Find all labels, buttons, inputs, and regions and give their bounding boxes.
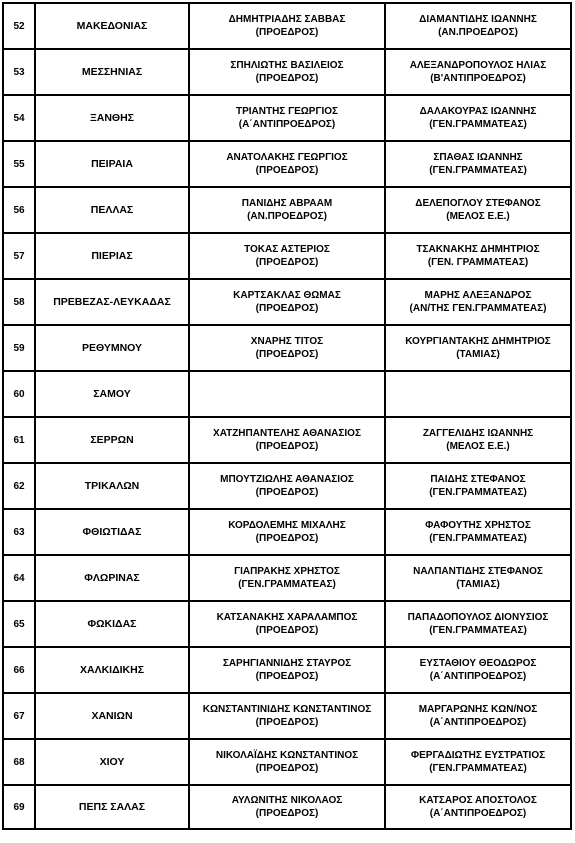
officer-role: (ΠΡΟΕΔΡΟΣ)	[255, 625, 319, 636]
officer-cell	[385, 233, 571, 279]
officer-role: (ΠΡΟΕΔΡΟΣ)	[255, 441, 319, 452]
officer-role: (Α΄ΑΝΤΙΠΡΟΕΔΡΟΣ)	[429, 671, 527, 682]
officer-name: ΚΟΡΔΟΛΕΜΗΣ ΜΙΧΑΛΗΣ	[228, 520, 346, 531]
officer-cell	[189, 233, 385, 279]
officer-name: ΤΟΚΑΣ ΑΣΤΕΡΙΟΣ	[244, 244, 330, 255]
officer-cell	[385, 693, 571, 739]
officer-name: ΔΑΛΑΚΟΥΡΑΣ ΙΩΑΝΝΗΣ	[419, 106, 537, 117]
officer-role: (ΑΝ.ΠΡΟΕΔΡΟΣ)	[247, 211, 327, 222]
officer-name: ΝΑΛΠΑΝΤΙΔΗΣ ΣΤΕΦΑΝΟΣ	[413, 566, 543, 577]
table-row	[3, 647, 571, 693]
officer-name: ΠΑΝΙΔΗΣ ΑΒΡΑΑΜ	[241, 198, 333, 209]
row-number-cell: 64	[3, 555, 35, 601]
row-number-cell: 68	[3, 739, 35, 785]
officer-role: (Α΄ΑΝΤΙΠΡΟΕΔΡΟΣ)	[429, 717, 527, 728]
row-number-cell: 62	[3, 463, 35, 509]
row-number-cell: 56	[3, 187, 35, 233]
officer-name: ΔΗΜΗΤΡΙΑΔΗΣ ΣΑΒΒΑΣ	[228, 14, 346, 25]
region-cell: ΜΑΚΕΔΟΝΙΑΣ	[35, 3, 189, 49]
officer-cell	[385, 325, 571, 371]
region-cell: ΠΙΕΡΙΑΣ	[35, 233, 189, 279]
officer-role: (ΠΡΟΕΔΡΟΣ)	[255, 533, 319, 544]
row-number-cell: 61	[3, 417, 35, 463]
officer-role: (ΓΕΝ.ΓΡΑΜΜΑΤΕΑΣ)	[429, 165, 527, 176]
table-row	[3, 3, 571, 49]
officer-role: (Β'ΑΝΤΙΠΡΟΕΔΡΟΣ)	[430, 73, 526, 84]
officer-role: (ΠΡΟΕΔΡΟΣ)	[255, 671, 319, 682]
table-row	[3, 555, 571, 601]
region-cell: ΧΙΟΥ	[35, 739, 189, 785]
officer-cell	[189, 3, 385, 49]
region-cell: ΡΕΘΥΜΝΟΥ	[35, 325, 189, 371]
region-cell: ΞΑΝΘΗΣ	[35, 95, 189, 141]
officer-name: ΑΛΕΞΑΝΔΡΟΠΟΥΛΟΣ ΗΛΙΑΣ	[409, 60, 547, 71]
officer-name: ΠΑΠΑΔΟΠΟΥΛΟΣ ΔΙΟΝΥΣΙΟΣ	[407, 612, 549, 623]
officer-cell	[189, 647, 385, 693]
region-cell: ΧΑΛΚΙΔΙΚΗΣ	[35, 647, 189, 693]
row-number-cell: 65	[3, 601, 35, 647]
officer-cell	[385, 785, 571, 829]
officer-role: (ΑΝ.ΠΡΟΕΔΡΟΣ)	[438, 27, 518, 38]
officer-role: (ΠΡΟΕΔΡΟΣ)	[255, 303, 319, 314]
table-body	[3, 3, 571, 829]
officer-role: (ΜΕΛΟΣ Ε.Ε.)	[446, 441, 510, 452]
officer-cell	[385, 49, 571, 95]
officer-cell	[189, 601, 385, 647]
officer-role: (ΓΕΝ.ΓΡΑΜΜΑΤΕΑΣ)	[429, 487, 527, 498]
officer-role: (ΠΡΟΕΔΡΟΣ)	[255, 763, 319, 774]
officer-cell	[385, 463, 571, 509]
region-cell: ΣΑΜΟΥ	[35, 371, 189, 417]
officer-cell	[189, 509, 385, 555]
officer-cell	[189, 555, 385, 601]
region-cell: ΣΕΡΡΩΝ	[35, 417, 189, 463]
officer-name: ΖΑΓΓΕΛΙΔΗΣ ΙΩΑΝΝΗΣ	[422, 428, 534, 439]
officer-cell	[189, 325, 385, 371]
officer-name: ΜΑΡΗΣ ΑΛΕΞΑΝΔΡΟΣ	[424, 290, 532, 301]
table-row	[3, 187, 571, 233]
officer-role: (ΓΕΝ.ΓΡΑΜΜΑΤΕΑΣ)	[429, 625, 527, 636]
officer-name: ΚΟΥΡΓΙΑΝΤΑΚΗΣ ΔΗΜΗΤΡΙΟΣ	[405, 336, 551, 347]
officer-cell	[189, 371, 385, 417]
region-cell: ΦΩΚΙΔΑΣ	[35, 601, 189, 647]
row-number-cell: 60	[3, 371, 35, 417]
officer-cell	[385, 3, 571, 49]
table-row	[3, 233, 571, 279]
table-row	[3, 509, 571, 555]
officer-name: ΚΑΤΣΑΝΑΚΗΣ ΧΑΡΑΛΑΜΠΟΣ	[216, 612, 358, 623]
officer-name: ΚΑΤΣΑΡΟΣ ΑΠΟΣΤΟΛΟΣ	[419, 795, 537, 806]
officer-name: ΣΠΑΘΑΣ ΙΩΑΝΝΗΣ	[433, 152, 523, 163]
officer-cell	[189, 693, 385, 739]
row-number-cell: 54	[3, 95, 35, 141]
officer-name: ΚΩΝΣΤΑΝΤΙΝΙΔΗΣ ΚΩΝΣΤΑΝΤΙΝΟΣ	[202, 704, 372, 715]
region-cell: ΤΡΙΚΑΛΩΝ	[35, 463, 189, 509]
officer-role: (ΠΡΟΕΔΡΟΣ)	[255, 487, 319, 498]
officer-name: ΣΠΗΛΙΩΤΗΣ ΒΑΣΙΛΕΙΟΣ	[230, 60, 344, 71]
officer-name: ΤΡΙΑΝΤΗΣ ΓΕΩΡΓΙΟΣ	[235, 106, 339, 117]
officer-name: ΓΙΑΠΡΑΚΗΣ ΧΡΗΣΤΟΣ	[234, 566, 340, 577]
officer-role: (ΠΡΟΕΔΡΟΣ)	[255, 717, 319, 728]
association-officers-table	[2, 2, 572, 830]
officer-cell	[189, 417, 385, 463]
officer-role: (ΓΕΝ.ΓΡΑΜΜΑΤΕΑΣ)	[238, 579, 336, 590]
table-row	[3, 601, 571, 647]
table-row	[3, 463, 571, 509]
table-row	[3, 279, 571, 325]
officer-cell	[385, 739, 571, 785]
officer-cell	[189, 463, 385, 509]
officer-role: (ΓΕΝ.ΓΡΑΜΜΑΤΕΑΣ)	[429, 533, 527, 544]
region-cell: ΦΘΙΩΤΙΔΑΣ	[35, 509, 189, 555]
officer-name: ΦΕΡΓΑΔΙΩΤΗΣ ΕΥΣΤΡΑΤΙΟΣ	[410, 750, 546, 761]
officer-cell	[385, 509, 571, 555]
table-row	[3, 371, 571, 417]
officer-name: ΠΑΙΔΗΣ ΣΤΕΦΑΝΟΣ	[430, 474, 526, 485]
officer-role: (ΤΑΜΙΑΣ)	[456, 579, 500, 590]
officer-name: ΔΙΑΜΑΝΤΙΔΗΣ ΙΩΑΝΝΗΣ	[419, 14, 537, 25]
officer-role: (ΠΡΟΕΔΡΟΣ)	[255, 27, 319, 38]
officer-name: ΑΥΛΩΝΙΤΗΣ ΝΙΚΟΛΑΟΣ	[231, 795, 343, 806]
officer-name: ΔΕΛΕΠΟΓΛΟΥ ΣΤΕΦΑΝΟΣ	[415, 198, 541, 209]
officer-name: ΤΣΑΚΝΑΚΗΣ ΔΗΜΗΤΡΙΟΣ	[416, 244, 540, 255]
officer-cell	[385, 141, 571, 187]
table-row	[3, 785, 571, 829]
officer-role: (ΜΕΛΟΣ Ε.Ε.)	[446, 211, 510, 222]
officer-name: ΜΑΡΓΑΡΩΝΗΣ ΚΩΝ/ΝΟΣ	[418, 704, 538, 715]
officer-cell	[189, 95, 385, 141]
officer-name: ΑΝΑΤΟΛΑΚΗΣ ΓΕΩΡΓΙΟΣ	[226, 152, 348, 163]
region-cell: ΠΡΕΒΕΖΑΣ-ΛΕΥΚΑΔΑΣ	[35, 279, 189, 325]
region-cell: ΧΑΝΙΩΝ	[35, 693, 189, 739]
officer-cell	[189, 279, 385, 325]
officer-cell	[385, 95, 571, 141]
region-cell: ΠΕΛΛΑΣ	[35, 187, 189, 233]
officer-role: (ΠΡΟΕΔΡΟΣ)	[255, 349, 319, 360]
row-number-cell: 69	[3, 785, 35, 829]
officer-cell	[385, 371, 571, 417]
officer-role: (ΓΕΝ. ΓΡΑΜΜΑΤΕΑΣ)	[427, 257, 529, 268]
officer-cell	[189, 785, 385, 829]
officer-role: (ΠΡΟΕΔΡΟΣ)	[255, 257, 319, 268]
officer-name: ΦΑΦΟΥΤΗΣ ΧΡΗΣΤΟΣ	[425, 520, 531, 531]
officer-name: ΣΑΡΗΓΙΑΝΝΙΔΗΣ ΣΤΑΥΡΟΣ	[222, 658, 352, 669]
officer-role: (ΤΑΜΙΑΣ)	[456, 349, 500, 360]
table-row	[3, 95, 571, 141]
table-row	[3, 417, 571, 463]
officer-cell	[385, 555, 571, 601]
officer-role: (ΓΕΝ.ΓΡΑΜΜΑΤΕΑΣ)	[429, 119, 527, 130]
table-row	[3, 693, 571, 739]
officer-role: (Α΄ΑΝΤΙΠΡΟΕΔΡΟΣ)	[429, 808, 527, 819]
row-number-cell: 59	[3, 325, 35, 371]
officer-name: ΝΙΚΟΛΑΪΔΗΣ ΚΩΝΣΤΑΝΤΙΝΟΣ	[215, 750, 359, 761]
officer-cell	[385, 279, 571, 325]
region-cell: ΠΕΙΡΑΙΑ	[35, 141, 189, 187]
officer-cell	[189, 49, 385, 95]
officer-cell	[385, 187, 571, 233]
table-row	[3, 141, 571, 187]
officer-cell	[189, 739, 385, 785]
row-number-cell: 53	[3, 49, 35, 95]
row-number-cell: 55	[3, 141, 35, 187]
officer-role: (ΠΡΟΕΔΡΟΣ)	[255, 165, 319, 176]
row-number-cell: 52	[3, 3, 35, 49]
row-number-cell: 58	[3, 279, 35, 325]
row-number-cell: 57	[3, 233, 35, 279]
officer-cell	[385, 601, 571, 647]
row-number-cell: 67	[3, 693, 35, 739]
officer-name: ΧΝΑΡΗΣ ΤΙΤΟΣ	[250, 336, 324, 347]
officer-role: (ΑΝ/ΤΗΣ ΓΕΝ.ΓΡΑΜΜΑΤΕΑΣ)	[409, 303, 547, 314]
officer-cell	[385, 647, 571, 693]
row-number-cell: 63	[3, 509, 35, 555]
officer-role: (ΠΡΟΕΔΡΟΣ)	[255, 808, 319, 819]
table-row	[3, 49, 571, 95]
officer-role: (Α΄ΑΝΤΙΠΡΟΕΔΡΟΣ)	[238, 119, 336, 130]
region-cell: ΜΕΣΣΗΝΙΑΣ	[35, 49, 189, 95]
table-row	[3, 739, 571, 785]
officer-role: (ΠΡΟΕΔΡΟΣ)	[255, 73, 319, 84]
table-row	[3, 325, 571, 371]
region-cell: ΠΕΠΣ ΣΑΛΑΣ	[35, 785, 189, 829]
officer-cell	[385, 417, 571, 463]
officer-cell	[189, 141, 385, 187]
officer-name: ΜΠΟΥΤΖΙΩΛΗΣ ΑΘΑΝΑΣΙΟΣ	[220, 474, 354, 485]
row-number-cell: 66	[3, 647, 35, 693]
officer-role: (ΓΕΝ.ΓΡΑΜΜΑΤΕΑΣ)	[429, 763, 527, 774]
officer-name: ΚΑΡΤΣΑΚΛΑΣ ΘΩΜΑΣ	[233, 290, 341, 301]
region-cell: ΦΛΩΡΙΝΑΣ	[35, 555, 189, 601]
officer-name: ΧΑΤΖΗΠΑΝΤΕΛΗΣ ΑΘΑΝΑΣΙΟΣ	[213, 428, 361, 439]
officer-cell	[189, 187, 385, 233]
officer-name: ΕΥΣΤΑΘΙΟΥ ΘΕΟΔΩΡΟΣ	[419, 658, 537, 669]
